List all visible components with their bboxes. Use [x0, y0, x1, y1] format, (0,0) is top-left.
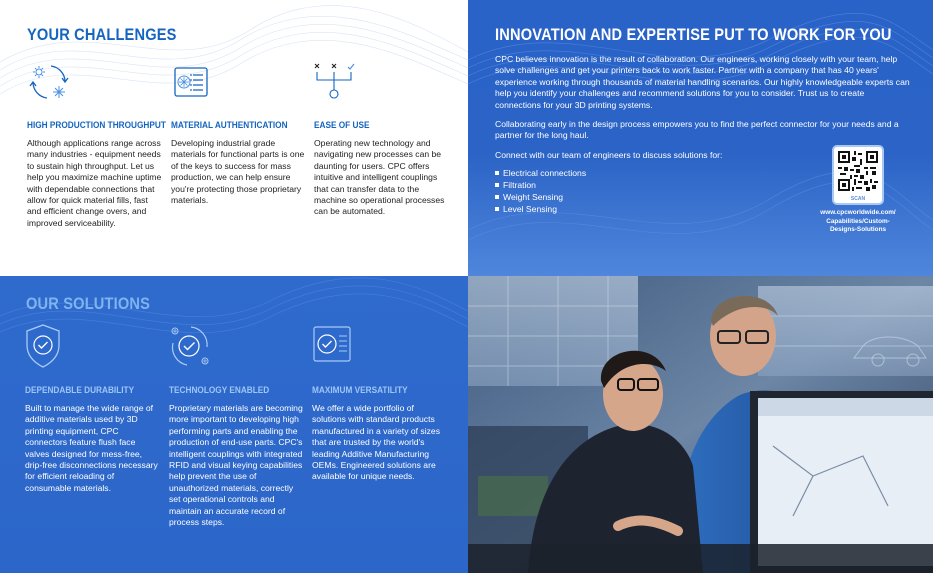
qr-scan-label: SCAN [850, 196, 866, 202]
decision-path-icon [314, 60, 358, 104]
solutions-panel [0, 276, 468, 573]
challenge-item [27, 60, 166, 229]
list-item: Weight Sensing [495, 191, 910, 203]
shield-check-icon [25, 323, 69, 369]
solution-heading: DEPENDABLE DURABILITY [25, 384, 135, 395]
innovation-paragraph: Connect with our team of engineers to discuss solutions for: [495, 149, 723, 160]
material-spec-icon [171, 60, 215, 104]
throughput-cycle-icon [27, 60, 71, 104]
innovation-panel [468, 0, 933, 276]
qr-code-icon [838, 151, 878, 191]
solutions-title: OUR SOLUTIONS [26, 294, 151, 313]
tech-check-icon [169, 323, 213, 369]
challenge-heading: EASE OF USE [314, 119, 370, 130]
challenges-panel [0, 0, 468, 276]
challenge-heading: MATERIAL AUTHENTICATION [171, 119, 288, 130]
solution-item [25, 323, 160, 494]
solution-text: Proprietary materials are becoming more important to developing high performing parts and enabling the production of end-use parts. CPC's intelligent couplings with integrated RFID and visual keying capabilities help prevent the use of unauthorized materials, correctly set operational controls and maintain an accurate record of process steps. [169, 403, 303, 528]
engineers-at-monitor-illustration [468, 276, 933, 573]
solution-item [169, 323, 304, 528]
challenge-heading: HIGH PRODUCTION THROUGHPUT [27, 119, 166, 130]
challenge-text: Developing industrial grade materials for functional parts is one of the keys to success for mass production, we can help ensure you're protecting those proprietary materials. [171, 138, 305, 206]
challenges-title: YOUR CHALLENGES [27, 25, 177, 44]
qr-code[interactable] [832, 145, 884, 205]
challenge-item [314, 60, 449, 218]
list-item: Level Sensing [495, 203, 910, 215]
engineers-photo [468, 276, 933, 573]
list-item: Electrical connections [495, 167, 910, 179]
website-link[interactable]: www.cpcworldwide.com/ Capabilities/Custom- Designs-Solutions [820, 209, 896, 234]
checklist-icon [312, 323, 356, 369]
solution-heading: TECHNOLOGY ENABLED [169, 384, 270, 395]
challenge-text: Operating new technology and navigating new processes can be daunting for users. CPC offers intuitive and intelligent couplings that can transfer data to the machine so operational processes can be automated. [314, 138, 445, 217]
solution-heading: MAXIMUM VERSATILITY [312, 384, 408, 395]
innovation-paragraph: CPC believes innovation is the result of collaboration. Our engineers, working closely with your team, help solve challenges and get your printers back to work faster. Partner with a company that has 40 years' experience working through thousands of material handling scenarios. Our highly knowledgeable experts can help you identify your challenges and recommend solutions for you to consider. Trust us to create connections for your 3D printing systems. [495, 54, 910, 110]
innovation-title: INNOVATION AND EXPERTISE PUT TO WORK FOR YOU [495, 25, 892, 44]
solution-item [312, 323, 447, 483]
challenge-text: Although applications range across many industries - equipment needs to sustain high throughput. Let us help you maximize machine uptime with dependable connections that allow for quick material fills, fast and efficient change overs, and improved serviceability. [27, 138, 162, 228]
solution-text: Built to manage the wide range of additive materials used by 3D printing equipment, CPC connectors feature flush face valves designed for mess-free, drip-free disconnections necessary for efficient reloading of consumable materials. [25, 403, 158, 493]
list-item: Filtration [495, 179, 910, 191]
innovation-paragraph: Collaborating early in the design process empowers you to find the perfect connector for your needs and a partner for the long haul. [495, 119, 899, 141]
challenge-item [171, 60, 306, 206]
solution-text: We offer a wide portfolio of solutions with standard products manufactured in a variety of sizes that are trusted by the world's leading Additive Manufacturing OEMs. Engineered solutions are available for unique needs. [312, 403, 441, 482]
